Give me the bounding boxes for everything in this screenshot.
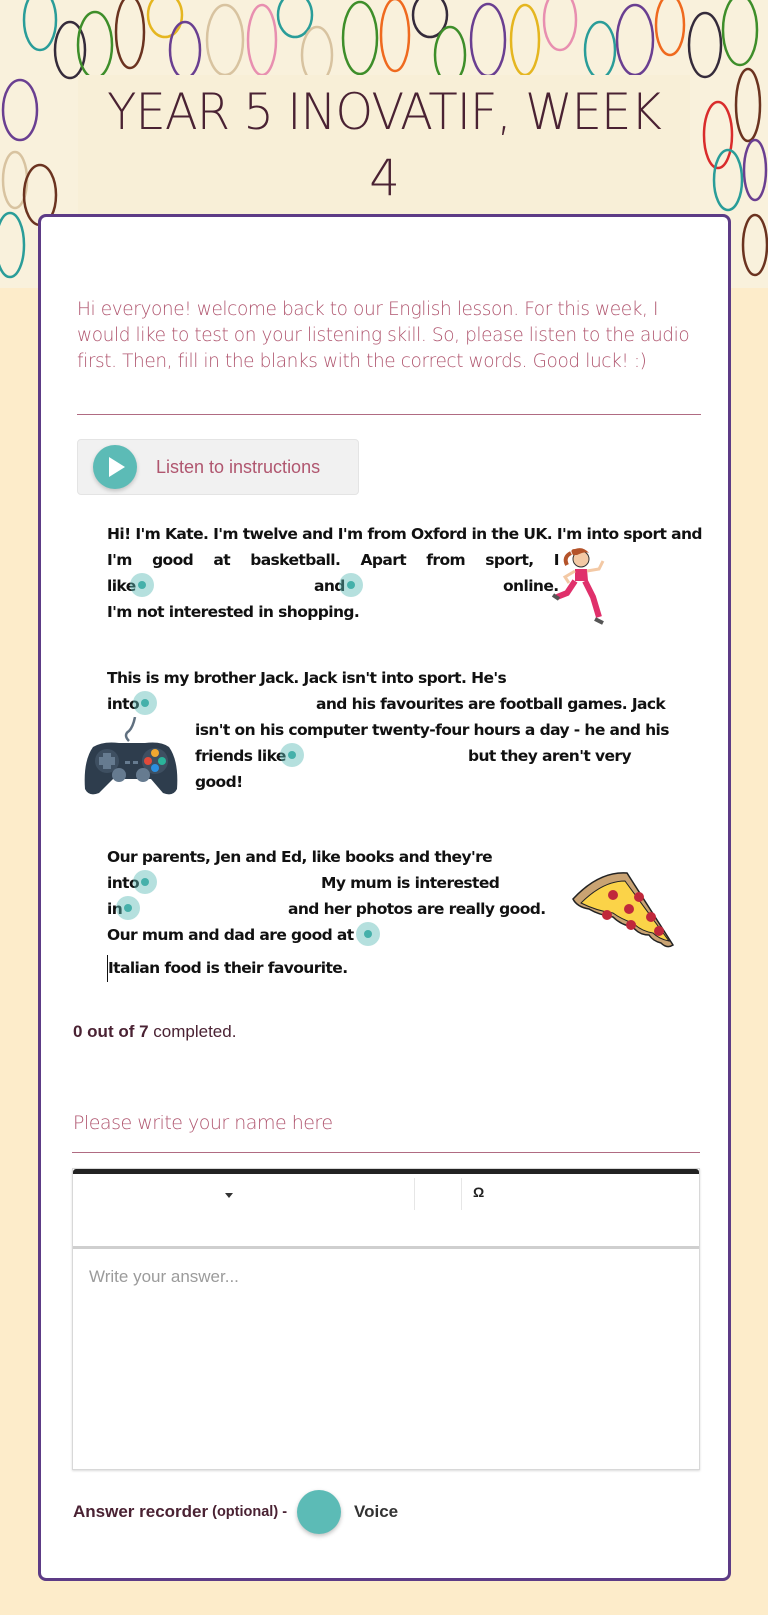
word: Apart	[360, 551, 407, 569]
p2-line-1: This is my brother Jack. Jack isn't into sport. He's	[107, 669, 507, 687]
listen-label: Listen to instructions	[156, 456, 321, 477]
answer-editor	[72, 1168, 700, 1470]
answer-input[interactable]	[73, 1249, 699, 1469]
p2-line-5: good!	[195, 773, 243, 791]
worksheet-card	[38, 214, 731, 1581]
toolbar-separator	[461, 1178, 462, 1210]
p1-line-3b	[314, 573, 363, 600]
word: from	[426, 551, 466, 569]
blank-1[interactable]	[130, 573, 154, 597]
intro-text: Hi everyone! welcome back to our English lesson. For this week, I would like to test on your listening skill. So, please listen to the audio first. Then, fill in the blanks with the correct words. Good luck! :)	[77, 299, 690, 372]
p1-line-4: I'm not interested in shopping.	[107, 603, 360, 621]
blank-7[interactable]	[356, 922, 380, 946]
name-divider	[72, 1152, 700, 1153]
pizza-slice-image	[569, 869, 679, 951]
p2-line-3: isn't on his computer twenty-four hours a day - he and his	[195, 721, 669, 739]
p1-line-2	[107, 547, 559, 574]
word: I	[553, 551, 559, 569]
text: friends like	[195, 747, 286, 765]
p3-line-2b: My mum is interested	[321, 874, 500, 892]
p2-line-2a	[107, 691, 157, 718]
word: I'm	[107, 551, 132, 569]
p1-line-3	[107, 573, 154, 600]
toolbar-separator	[414, 1178, 415, 1210]
title-box	[78, 75, 690, 215]
word: basketball.	[250, 551, 341, 569]
listen-instructions-button[interactable]	[77, 439, 359, 495]
word: sport,	[485, 551, 534, 569]
p2-line-4b: but they aren't very	[468, 747, 631, 765]
p3-line-3a	[107, 896, 140, 923]
p3-line-4	[107, 922, 380, 949]
progress-count: 0 out of 7	[73, 1022, 149, 1041]
blank-4[interactable]	[280, 743, 304, 767]
intro-divider	[77, 414, 701, 415]
recorder-label: Answer recorder	[73, 1502, 209, 1521]
special-character-button[interactable]: Ω	[473, 1184, 485, 1200]
text: like	[107, 577, 136, 595]
record-voice-button[interactable]	[297, 1490, 341, 1534]
text: into	[107, 874, 140, 892]
progress-suffix: completed.	[148, 1022, 237, 1041]
p2-line-2b: and his favourites are football games. Jack	[316, 695, 666, 713]
text: into	[107, 695, 140, 713]
running-girl-image	[551, 547, 619, 629]
blank-3[interactable]	[133, 691, 157, 715]
caret-down-icon[interactable]	[223, 1193, 235, 1201]
game-controller-image	[83, 717, 179, 799]
p2-line-4a	[195, 743, 304, 770]
play-icon	[93, 445, 137, 489]
progress-status	[73, 1022, 236, 1042]
p3-line-3b: and her photos are really good.	[288, 900, 546, 918]
text: in	[107, 900, 123, 918]
word: good	[152, 551, 194, 569]
voice-label: Voice	[354, 1502, 399, 1521]
text: Our mum and dad are good at	[107, 926, 354, 944]
recorder-optional: (optional) -	[212, 1504, 288, 1520]
page-title: YEAR 5 INOVATIF, WEEK 4	[107, 83, 661, 207]
p3-line-2a	[107, 870, 157, 897]
p1-line-1: Hi! I'm Kate. I'm twelve and I'm from Oxford in the UK. I'm into sport and	[107, 525, 702, 543]
editor-toolbar	[73, 1174, 699, 1249]
p1-line-3c: online.	[503, 577, 559, 595]
blank-5[interactable]	[133, 870, 157, 894]
blank-2[interactable]	[339, 573, 363, 597]
blank-6[interactable]	[116, 896, 140, 920]
answer-recorder	[73, 1490, 398, 1534]
word: at	[213, 551, 231, 569]
name-prompt: Please write your name here	[73, 1112, 333, 1134]
p3-line-5: Italian food is their favourite.	[107, 955, 348, 982]
text: and	[314, 577, 345, 595]
p3-line-1: Our parents, Jen and Ed, like books and they're	[107, 848, 493, 866]
